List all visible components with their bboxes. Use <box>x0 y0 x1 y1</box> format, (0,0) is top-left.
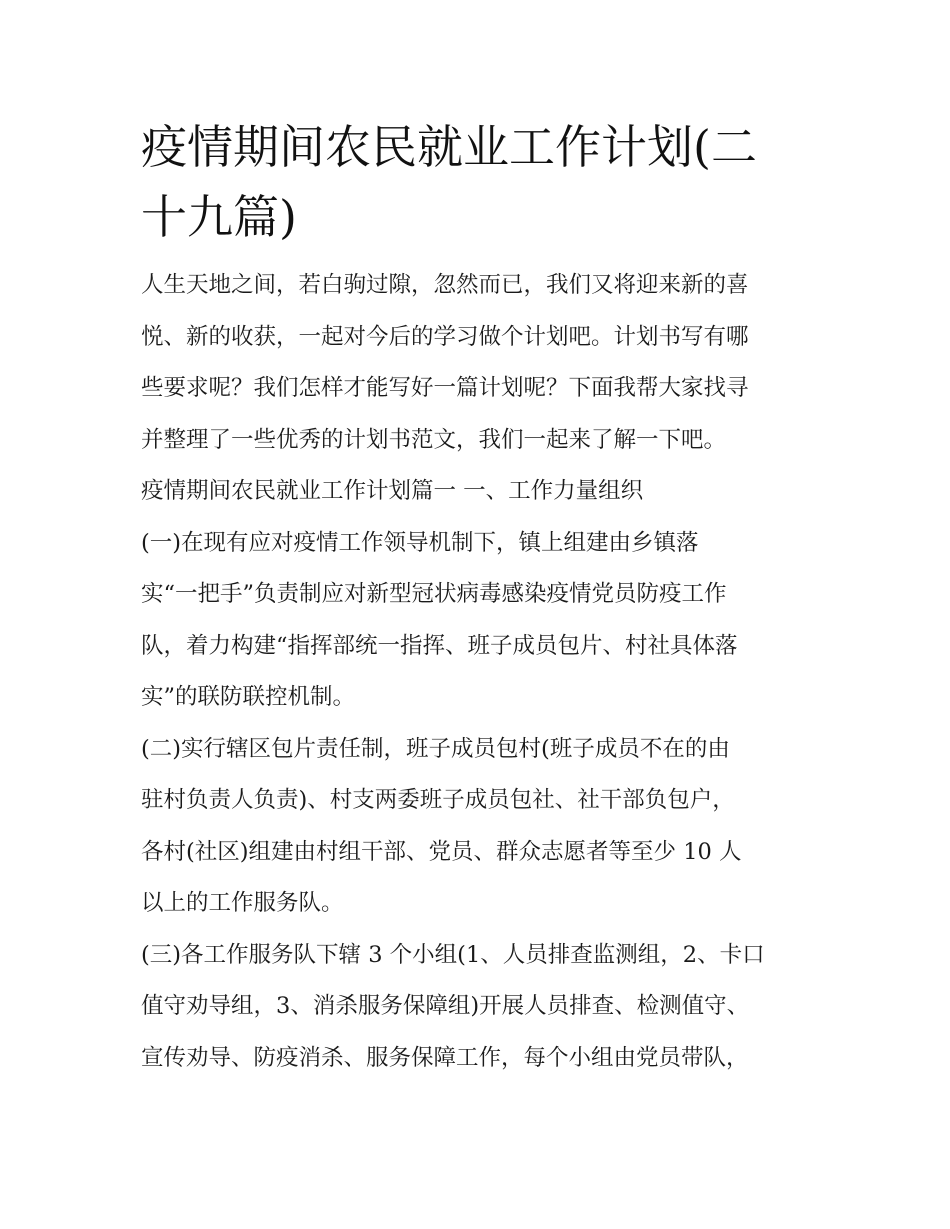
section-heading-line: 疫情期间农民就业工作计划篇一 一、工作力量组织 <box>141 478 644 504</box>
body-line: 悦、新的收获，一起对今后的学习做个计划吧。计划书写有哪 <box>141 323 749 350</box>
body-line: 各村(社区)组建由村组干部、党员、群众志愿者等至少 10 人 <box>141 838 742 865</box>
document-title <box>141 112 813 252</box>
title-line: 十九篇) <box>141 190 297 244</box>
body-line: 些要求呢？我们怎样才能写好一篇计划呢？下面我帮大家找寻 <box>141 375 749 401</box>
document-content <box>141 112 813 1084</box>
title-line: 疫情期间农民就业工作计划(二 <box>141 120 757 174</box>
body-line: 并整理了一些优秀的计划书范文，我们一起来了解一下吧。 <box>141 426 727 453</box>
body-line: 实”的联防联控机制。 <box>141 684 356 710</box>
body-line: 值守劝导组，3、消杀服务保障组)开展人员排查、检测值守、 <box>141 993 750 1019</box>
body-line: 宣传劝导、防疫消杀、服务保障工作，每个小组由党员带队， <box>141 1044 749 1071</box>
body-line: 以上的工作服务队。 <box>141 890 344 916</box>
body-line: (一)在现有应对疫情工作领导机制下，镇上组建由乡镇落 <box>141 529 699 556</box>
body-line: 人生天地之间，若白驹过隙，忽然而已，我们又将迎来新的喜 <box>141 272 749 298</box>
document-body <box>141 260 813 1084</box>
body-line: (三)各工作服务队下辖 3 个小组(1、人员排查监测组，2、卡口 <box>141 941 765 968</box>
body-line: 驻村负责人负责)、村支两委班子成员包社、社干部负包户， <box>141 787 735 813</box>
body-line: 队，着力构建“指挥部统一指挥、班子成员包片、村社具体落 <box>141 632 738 659</box>
body-line: (二)实行辖区包片责任制，班子成员包村(班子成员不在的由 <box>141 735 730 762</box>
body-line: 实“一把手”负责制应对新型冠状病毒感染疫情党员防疫工作 <box>141 581 727 607</box>
